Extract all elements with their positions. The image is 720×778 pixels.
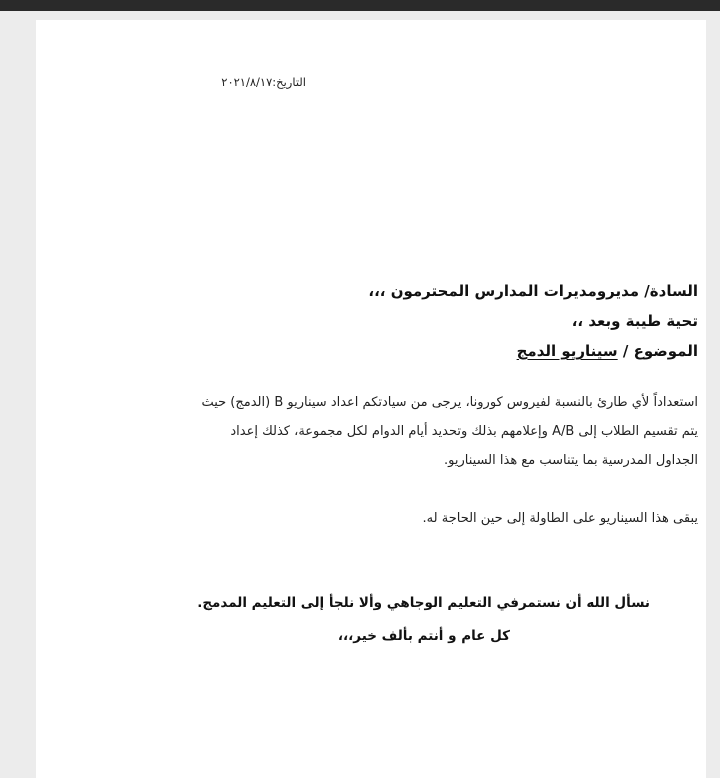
standby-note: يبقى هذا السيناريو على الطاولة إلى حين الحاجة له. [422, 511, 698, 526]
prayer-line: نسأل الله أن نستمرفي التعليم الوجاهي وألا نلجأ إلى التعليم المدمج. [197, 595, 650, 611]
paragraph-line-1: استعداداً لأي طارئ بالنسبة لفيروس كورونا، يرجى من سيادتكم اعداد سيناريو B (الدمج) حيث [201, 395, 698, 410]
paragraph-line-2: يتم تقسيم الطلاب إلى A/B وإعلامهم بذلك وتحديد أيام الدوام لكل مجموعة، كذلك إعداد [230, 424, 698, 439]
closing-line: كل عام و أنتم بألف خير،،، [337, 628, 510, 644]
letter-subject [517, 342, 698, 360]
letter-page [36, 20, 706, 778]
letter-date: التاريخ:٢٠٢١/٨/١٧ [221, 75, 306, 89]
subject-label: الموضوع / [622, 342, 698, 360]
letter-greeting: تحية طيبة وبعد ،، [571, 312, 698, 330]
top-status-bar [0, 0, 720, 11]
subject-value: سيناريو الدمج [516, 342, 618, 360]
letter-addressee: السادة/ مديرومديرات المدارس المحترمون ،،، [368, 282, 698, 300]
paragraph-line-3: الجداول المدرسية بما يتناسب مع هذا السيناريو. [444, 453, 698, 468]
